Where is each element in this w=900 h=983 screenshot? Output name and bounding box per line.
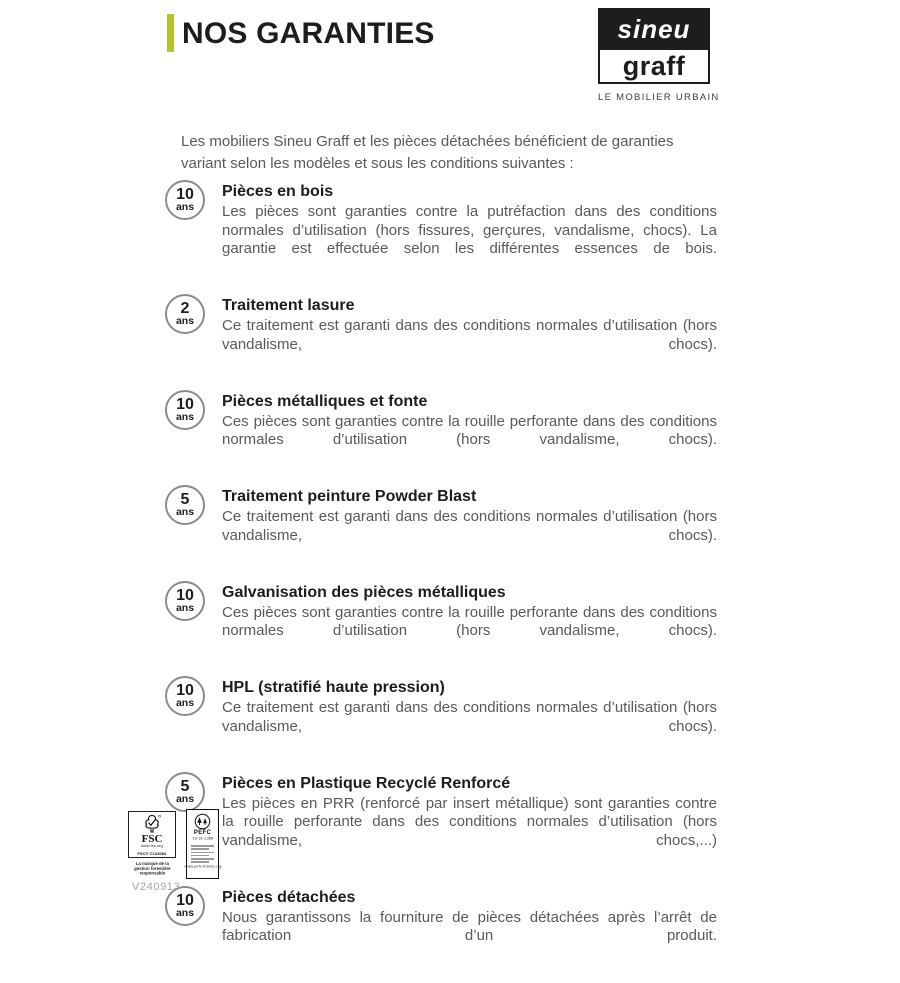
warranty-item-body [222, 774, 717, 869]
warranty-years-badge [165, 485, 205, 525]
logo-text-graff: graff [600, 48, 708, 82]
warranty-years-unit: ans [175, 201, 195, 213]
warranty-item-body [222, 678, 717, 755]
warranty-item-description: Les pièces en PRR (renforcé par insert métallique) sont garanties contre la rouille perforante dans des conditions normales d’utilisation (hors vandalisme, chocs,...) [222, 794, 717, 849]
fsc-tree-check-icon [142, 814, 162, 834]
accent-bar [167, 14, 174, 52]
pefc-certification [183, 809, 222, 879]
warranty-item-description: Ces pièces sont garanties contre la rouille perforante dans des conditions normales d’utilisation (hors vandalisme, chocs). [222, 412, 717, 448]
warranty-item-description: Nous garantissons la fourniture de pièces détachées après l’arrêt de fabrication d’un produit. [222, 908, 717, 944]
logo-text-sineu: sineu [600, 10, 708, 48]
warranty-item-description: Ces pièces sont garanties contre la rouille perforante dans des conditions normales d’utilisation (hors vandalisme, chocs). [222, 603, 717, 639]
warranty-item [165, 392, 717, 469]
warranty-item-title: Traitement peinture Powder Blast [222, 488, 477, 505]
warranty-years-unit: ans [175, 410, 195, 423]
pefc-code: 10-31-1368 [192, 836, 213, 841]
document-version: V240913 [132, 881, 181, 893]
warranty-years-unit: ans [175, 906, 195, 919]
warranty-item-body [222, 487, 717, 564]
warranty-years-unit: ans [175, 792, 195, 805]
warranty-years-value: 10 [176, 682, 194, 699]
warranty-item-description: Les pièces sont garanties contre la putréfaction dans des conditions normales d’utilisation (hors fissures, gerçures, vandalisme, chocs). La garantie est effectuée selon les différentes essences de bois. [222, 203, 717, 257]
fsc-name: FSC [141, 833, 163, 845]
warranty-years-value: 10 [176, 891, 194, 909]
warranty-years-unit: ans [175, 697, 195, 709]
warranty-item-description: Ce traitement est garanti dans des conditions normales d’utilisation (hors vandalisme, chocs). [222, 317, 717, 353]
warranty-years-value: 5 [180, 491, 190, 508]
warranty-item [165, 487, 717, 564]
warranty-years-value: 5 [180, 777, 190, 795]
warranty-years-badge [165, 294, 205, 334]
warranty-item-body [222, 888, 717, 965]
warranty-item-title: Galvanisation des pièces métalliques [222, 583, 506, 601]
warranty-item-body [222, 296, 717, 373]
fsc-license-code: FSC® C122084 [137, 852, 167, 857]
warranty-list [165, 182, 717, 983]
warranty-years-badge [165, 390, 205, 430]
warranty-item [165, 182, 717, 277]
warranty-years-badge [165, 772, 205, 812]
warranty-years-value: 10 [176, 395, 194, 413]
fsc-caption: La marque de la gestion forestière responsable [133, 862, 171, 876]
pefc-name: PEFC [193, 830, 212, 836]
pefc-smallprint-placeholder [191, 845, 214, 865]
warranty-item [165, 774, 717, 869]
warranty-years-value: 2 [180, 300, 190, 317]
fsc-certification [128, 811, 176, 885]
fsc-url: www.fsc.org [141, 844, 163, 849]
warranty-item-body [222, 392, 717, 469]
sineu-graff-logo [598, 8, 720, 103]
fsc-label-box [128, 811, 176, 858]
page-title: NOS GARANTIES [182, 17, 435, 50]
warranty-item-description: Ce traitement est garanti dans des conditions normales d’utilisation (hors vandalisme, chocs). [222, 699, 717, 735]
warranty-years-unit: ans [175, 506, 195, 518]
warranty-item-title: Pièces en bois [222, 183, 334, 200]
pefc-trees-icon [194, 813, 211, 830]
warranty-years-value: 10 [176, 186, 194, 203]
warranty-item [165, 296, 717, 373]
warranty-item-title: Pièces en Plastique Recyclé Renforcé [222, 774, 511, 792]
warranty-item-title: Traitement lasure [222, 297, 355, 314]
warranty-item-title: Pièces métalliques et fonte [222, 392, 428, 410]
logo-box [598, 8, 710, 84]
warranty-item [165, 888, 717, 965]
warranty-years-unit: ans [175, 601, 195, 614]
warranty-years-unit: ans [175, 315, 195, 327]
warranty-years-badge [165, 180, 205, 220]
warranty-years-badge [165, 676, 205, 716]
warranty-item-description: Ce traitement est garanti dans des conditions normales d’utilisation (hors vandalisme, chocs). [222, 508, 717, 544]
warranty-item-title: Pièces détachées [222, 888, 356, 906]
warranty-years-badge [165, 581, 205, 621]
pefc-url: www.pefc-france.org [183, 864, 222, 869]
warranty-item [165, 678, 717, 755]
intro-paragraph: Les mobiliers Sineu Graff et les pièces détachées bénéficient de garanties variant selon les modèles et sous les conditions suivantes : [181, 133, 674, 172]
warranty-item [165, 583, 717, 660]
warranty-years-value: 10 [176, 586, 194, 604]
warranty-item-body [222, 182, 717, 277]
logo-tagline: LE MOBILIER URBAIN [598, 92, 720, 103]
warranty-item-body [222, 583, 717, 660]
warranty-item-title: HPL (stratifié haute pression) [222, 679, 445, 696]
